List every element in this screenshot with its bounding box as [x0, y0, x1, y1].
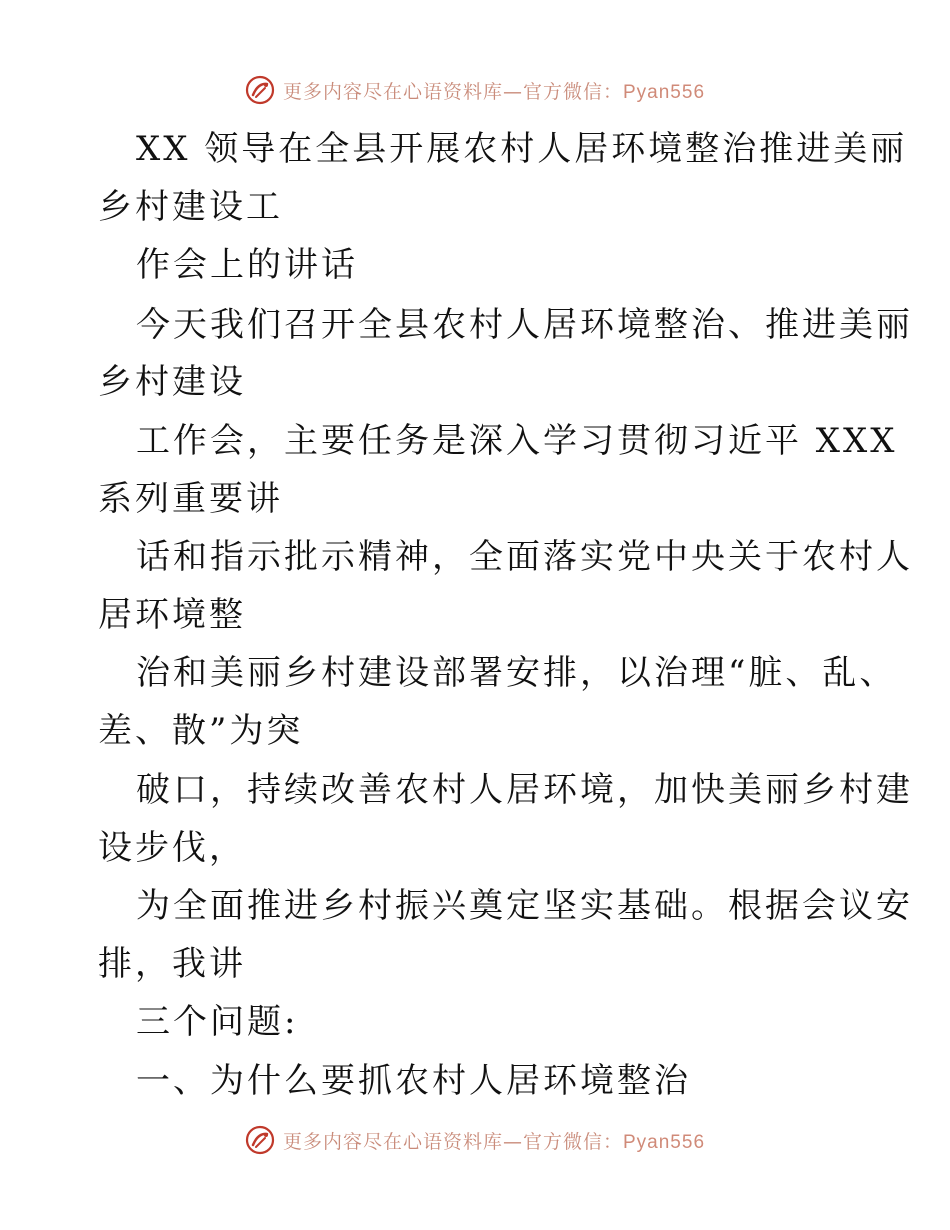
- text-line: 一、为什么要抓农村人居环境整治: [136, 1061, 691, 1101]
- text-line: 治和美丽乡村建设部署安排，以治理“脏、乱、: [136, 653, 897, 693]
- watermark-logo-icon: [245, 1125, 275, 1155]
- watermark-handle: Pyan556: [623, 1131, 706, 1153]
- text-line: 设步伐，: [98, 828, 246, 868]
- text-line: 乡村建设工: [98, 187, 283, 227]
- text-line: 为全面推进乡村振兴奠定坚实基础。根据会议安: [136, 886, 913, 926]
- text-line: 乡村建设: [98, 362, 246, 402]
- text-line: 居环境整: [98, 595, 246, 635]
- watermark-logo-icon: [245, 75, 275, 105]
- watermark-header: [0, 70, 950, 110]
- text-line: 破口，持续改善农村人居环境，加快美丽乡村建: [136, 770, 913, 810]
- watermark-text: 更多内容尽在心语资料库—官方微信：Pyan556: [282, 1130, 706, 1153]
- text-line: 排，我讲: [98, 944, 246, 984]
- text-line: 工作会，主要任务是深入学习贯彻习近平 XXX: [136, 421, 898, 461]
- text-line: 三个问题:: [136, 1002, 299, 1042]
- text-line: 差、散”为突: [98, 711, 304, 751]
- text-line: 话和指示批示精神，全面落实党中央关于农村人: [136, 537, 913, 577]
- text-line: 系列重要讲: [98, 479, 283, 519]
- text-line: XX 领导在全县开展农村人居环境整治推进美丽: [136, 129, 908, 169]
- watermark-text: 更多内容尽在心语资料库—官方微信：Pyan556: [282, 80, 706, 103]
- text-line: 今天我们召开全县农村人居环境整治、推进美丽: [136, 305, 913, 345]
- text-line: 作会上的讲话: [136, 245, 358, 285]
- watermark-footer: [0, 1120, 950, 1160]
- watermark-handle: Pyan556: [623, 81, 706, 103]
